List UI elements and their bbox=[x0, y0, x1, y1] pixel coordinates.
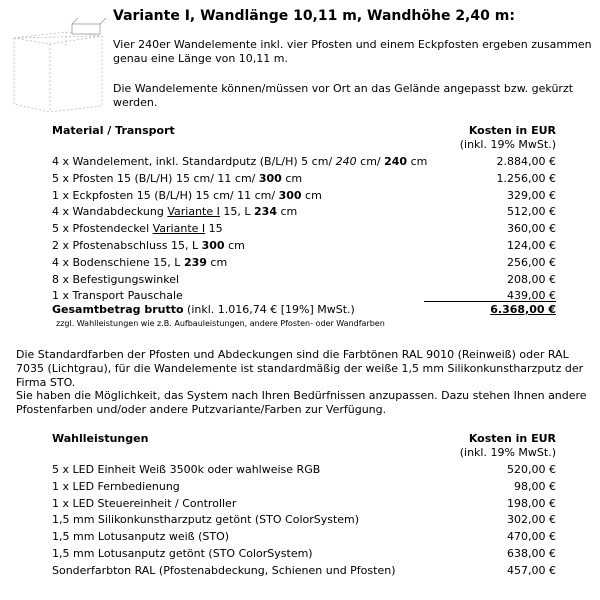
material-rows bbox=[52, 154, 556, 305]
row-label-part: 5 x LED Einheit Weiß 3500k oder wahlweise RGB bbox=[52, 463, 321, 476]
material-row bbox=[52, 255, 556, 272]
row-label bbox=[52, 462, 320, 479]
option-row bbox=[52, 479, 556, 496]
options-rows bbox=[52, 462, 556, 580]
total-value: 6.368,00 € bbox=[490, 303, 556, 316]
cost-header-title: Kosten in EUR bbox=[468, 432, 556, 445]
row-label-part: Variante I bbox=[167, 205, 220, 219]
row-label-part: 300 bbox=[201, 238, 225, 252]
material-row bbox=[52, 204, 556, 221]
option-row bbox=[52, 546, 556, 563]
material-table-header bbox=[52, 124, 556, 154]
material-row bbox=[52, 154, 556, 171]
option-row bbox=[52, 496, 556, 513]
row-cost: 198,00 € bbox=[507, 496, 556, 510]
column-header-options: Wahlleistungen bbox=[52, 432, 149, 445]
cost-header-subtitle: (inkl. 19% MwSt.) bbox=[459, 446, 556, 459]
row-label-part: Sonderfarbton RAL (Pfostenabdeckung, Schienen und Pfosten) bbox=[52, 563, 396, 577]
options-table-header bbox=[52, 432, 556, 462]
row-label-part: 1,5 mm Lotusanputz weiß (STO) bbox=[52, 530, 230, 544]
surcharge-note: zzgl. Wahlleistungen wie z.B. Aufbauleistungen, andere Pfosten- oder Wandfarben bbox=[56, 319, 385, 328]
row-cost: 208,00 € bbox=[507, 272, 556, 286]
page-title: Variante I, Wandlänge 10,11 m, Wandhöhe 2,40 m: bbox=[113, 8, 515, 24]
row-label-part: 1 x LED Steuereinheit / Controller bbox=[52, 496, 237, 510]
column-header-cost bbox=[460, 124, 556, 152]
cost-header-title: Kosten in EUR bbox=[468, 124, 556, 137]
info-paragraph: Die Standardfarben der Pfosten und Abdeckungen sind die Farbtönen RAL 9010 (Reinweiß) oder RAL 7035 (Lichtgrau), für die Wandelemente ist standardmäßig der weiße 1,5 mm Silikonkunstharzputz der Firma STO. bbox=[16, 348, 584, 389]
row-label-part: 239 bbox=[183, 255, 207, 269]
total-detail: (inkl. 1.016,74 € [19%] MwSt.) bbox=[183, 303, 355, 316]
row-label bbox=[52, 512, 359, 529]
row-label-part: cm/ bbox=[356, 155, 385, 168]
row-label-part: 15 bbox=[205, 222, 223, 236]
row-cost: 1.256,00 € bbox=[496, 171, 556, 185]
row-cost: 439,00 € bbox=[507, 289, 556, 303]
material-row bbox=[52, 272, 556, 289]
row-label-part: 234 bbox=[254, 205, 277, 219]
row-cost: 98,00 € bbox=[514, 479, 556, 493]
wall-element-illustration bbox=[6, 16, 106, 112]
column-header-material: Material / Transport bbox=[52, 124, 175, 137]
row-label bbox=[52, 154, 427, 171]
row-label-part: 1 x LED Fernbedienung bbox=[52, 479, 180, 493]
row-cost: 360,00 € bbox=[507, 222, 556, 236]
row-label-part: cm bbox=[407, 155, 428, 168]
row-cost: 302,00 € bbox=[507, 513, 556, 527]
option-row bbox=[52, 563, 556, 580]
row-label-part: cm bbox=[224, 238, 245, 252]
cost-header-subtitle: (inkl. 19% MwSt.) bbox=[459, 138, 556, 151]
row-cost: 512,00 € bbox=[507, 205, 556, 219]
row-label-part: 240 bbox=[335, 155, 357, 168]
row-cost: 470,00 € bbox=[507, 530, 556, 544]
intro-paragraph: Die Wandelemente können/müssen vor Ort an das Gelände angepasst bzw. gekürzt werden. bbox=[113, 82, 574, 109]
row-label-part: 4 x Wandabdeckung bbox=[52, 205, 168, 219]
row-label-part: 1 x Eckpfosten 15 (B/L/H) 15 cm/ 11 cm/ bbox=[52, 188, 279, 202]
row-label bbox=[52, 496, 236, 513]
total-row bbox=[52, 303, 556, 319]
row-label-part: 5 x Pfostendeckel bbox=[52, 222, 153, 236]
row-label-part: 1 x Transport Pauschale bbox=[52, 289, 183, 303]
total-divider bbox=[424, 301, 556, 302]
column-header-cost bbox=[460, 432, 556, 460]
row-label-part: 5 x Pfosten 15 (B/L/H) 15 cm/ 11 cm/ bbox=[52, 171, 259, 185]
row-cost: 638,00 € bbox=[507, 546, 556, 560]
row-label-part: 8 x Befestigungswinkel bbox=[52, 272, 180, 286]
row-label-part: 2 x Pfostenabschluss 15, L bbox=[52, 238, 202, 252]
row-label bbox=[52, 529, 229, 546]
row-label bbox=[52, 563, 395, 580]
material-row bbox=[52, 238, 556, 255]
row-label bbox=[52, 221, 223, 238]
option-row bbox=[52, 529, 556, 546]
row-label-part: Variante I bbox=[152, 222, 206, 236]
row-cost: 124,00 € bbox=[507, 238, 556, 252]
option-row bbox=[52, 512, 556, 529]
material-row bbox=[52, 221, 556, 238]
row-cost: 329,00 € bbox=[507, 188, 556, 202]
row-label-part: cm bbox=[276, 205, 298, 219]
row-cost: 520,00 € bbox=[507, 463, 556, 476]
row-cost: 256,00 € bbox=[507, 255, 556, 269]
info-paragraph: Sie haben die Möglichkeit, das System nach Ihren Bedürfnissen anzupassen. Dazu stehen Ihnen andere Pfostenfarben und/oder andere Putzvariante/Farben zur Verfügung. bbox=[16, 389, 587, 416]
row-label bbox=[52, 204, 297, 221]
material-table bbox=[52, 124, 556, 305]
row-label-part: 4 x Bodenschiene 15, L bbox=[52, 255, 184, 269]
row-label-part: 1,5 mm Silikonkunstharzputz getönt (STO ColorSystem) bbox=[52, 513, 360, 527]
row-label bbox=[52, 188, 322, 205]
row-label bbox=[52, 238, 245, 255]
row-label bbox=[52, 546, 313, 563]
row-label-part: 15, L bbox=[219, 205, 255, 219]
intro-paragraph: Vier 240er Wandelemente inkl. vier Pfosten und einem Eckpfosten ergeben zusammen genau eine Länge von 10,11 m. bbox=[113, 38, 592, 65]
row-label bbox=[52, 479, 180, 496]
row-label-part: 1,5 mm Lotusanputz getönt (STO ColorSystem) bbox=[52, 546, 313, 560]
options-table bbox=[52, 432, 556, 580]
row-label bbox=[52, 272, 179, 289]
row-label-part: 300 bbox=[258, 171, 282, 185]
total-label bbox=[52, 303, 355, 316]
row-label-part: cm bbox=[301, 188, 322, 202]
row-label bbox=[52, 255, 227, 272]
option-row bbox=[52, 462, 556, 479]
row-label-part: cm bbox=[206, 255, 228, 269]
row-label bbox=[52, 171, 302, 188]
row-label-part: cm bbox=[281, 171, 303, 185]
material-row bbox=[52, 171, 556, 188]
row-label-part: 300 bbox=[278, 188, 302, 202]
row-label-part: 240 bbox=[384, 155, 408, 168]
total-label-text: Gesamtbetrag brutto bbox=[52, 303, 184, 316]
row-cost: 2.884,00 € bbox=[496, 155, 556, 168]
row-cost: 457,00 € bbox=[507, 563, 556, 577]
row-label-part: 4 x Wandelement, inkl. Standardputz (B/L/H) 5 cm/ bbox=[52, 155, 336, 168]
material-row bbox=[52, 188, 556, 205]
